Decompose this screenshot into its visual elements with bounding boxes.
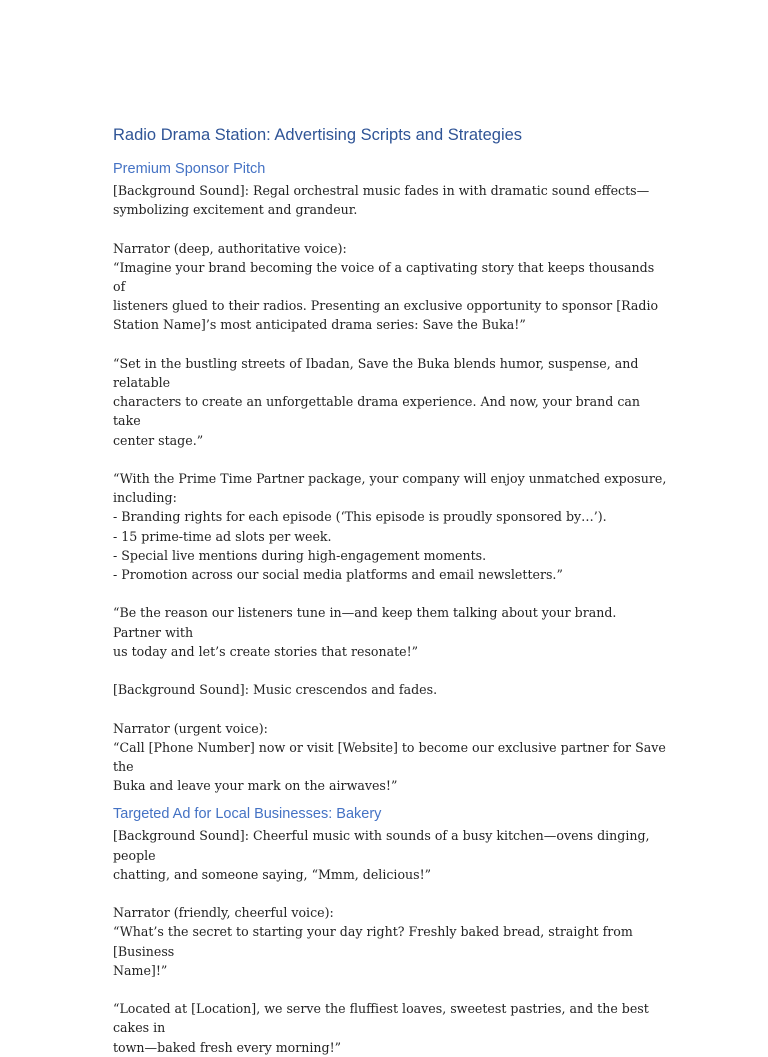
paragraph: [Background Sound]: Cheerful music with sounds of a busy kitchen—ovens dinging, people chatting, and someone saying, “Mmm, delicious!” xyxy=(113,828,650,882)
section-bakery-ad xyxy=(113,804,668,1056)
paragraph: Narrator (urgent voice): “Call [Phone Number] now or visit [Website] to become our exclusive partner for Save the Buka and leave your mark on the airwaves!” xyxy=(113,720,666,794)
paragraph: “Be the reason our listeners tune in—and keep them talking about your brand. Partner with us today and let’s create stories that resonate!” xyxy=(113,605,617,659)
paragraph: [Background Sound]: Regal orchestral music fades in with dramatic sound effects— symbolizing excitement and grandeur. xyxy=(113,183,650,218)
paragraph: “With the Prime Time Partner package, your company will enjoy unmatched exposure, including: - Branding rights for each episode (‘This episode is proudly sponsored by…’). - 15 prime-time ad slots per week. - Special live mentions during high-engagement moments. - Promotion across our social media platforms and email newsletters.” xyxy=(113,471,667,583)
paragraph: Narrator (friendly, cheerful voice): “What’s the secret to starting your day right? Freshly baked bread, straight from [Business Name]!” xyxy=(113,905,633,978)
section-heading: Premium Sponsor Pitch xyxy=(113,161,266,177)
document-title: Radio Drama Station: Advertising Scripts and Strategies xyxy=(113,126,523,144)
paragraph: Narrator (deep, authoritative voice): “Imagine your brand becoming the voice of a captivating story that keeps thousands of listeners glued to their radios. Presenting an exclusive opportunity to sponsor [Radio Station Name]’s most anticipated drama series: Save the Buka!” xyxy=(113,240,659,333)
paragraph: [Background Sound]: Music crescendos and fades. xyxy=(113,682,438,698)
section-heading: Targeted Ad for Local Businesses: Bakery xyxy=(113,806,382,823)
section-premium-sponsor-pitch xyxy=(113,159,668,795)
paragraph: “Located at [Location], we serve the fluffiest loaves, sweetest pastries, and the best cakes in town—baked fresh every morning!” xyxy=(113,1001,649,1055)
paragraph: “Set in the bustling streets of Ibadan, Save the Buka blends humor, suspense, and relatable characters to create an unforgettable drama experience. And now, your brand can take center stage.” xyxy=(113,355,641,448)
